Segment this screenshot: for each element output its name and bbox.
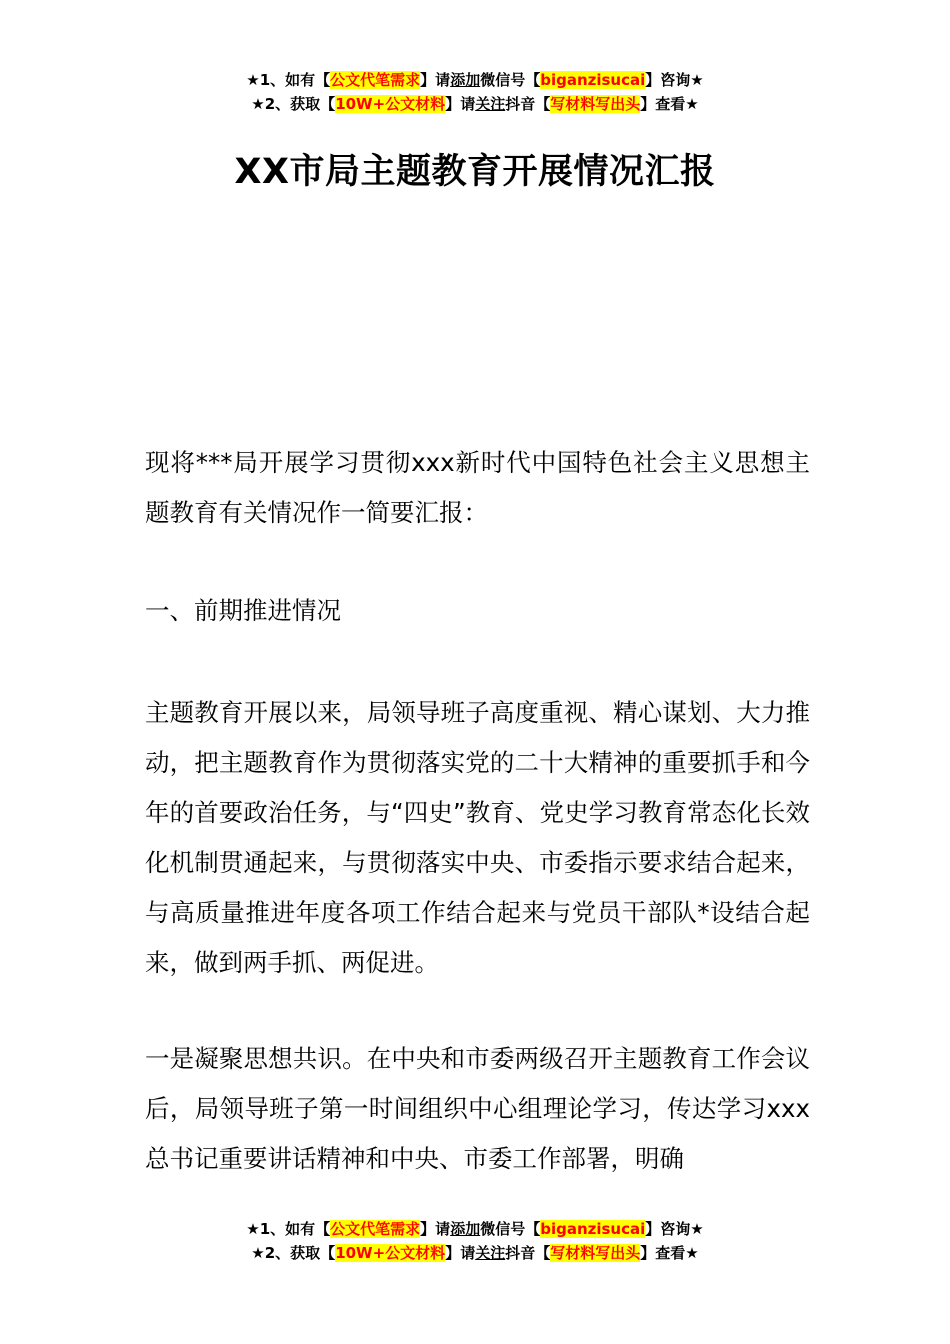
promo-line-1-suffix: 】咨询★ <box>645 71 704 89</box>
footer-highlight-materials: 10W+公文材料 <box>335 1244 446 1262</box>
promo-highlight-wechat-id: biganzisucai <box>540 71 646 89</box>
footer-promo-line-1 <box>0 1217 950 1241</box>
promo-line-1-text-b: 微信号【 <box>480 71 541 89</box>
footer-line-1-text-b: 微信号【 <box>480 1220 541 1238</box>
paragraph-overview <box>145 688 810 988</box>
promo-line-1 <box>0 68 950 92</box>
footer-line-1-prefix: ★1、如有【 <box>246 1220 331 1238</box>
promo-line-1-text-a: 】请 <box>420 71 451 89</box>
promo-line-2-suffix: 】查看★ <box>640 95 699 113</box>
promo-line-2-text-a: 】请 <box>445 95 476 113</box>
paragraph-intro-text: 现将***局开展学习贯彻xxx新时代中国特色社会主义思想主题教育有关情况作一简要汇报： <box>145 448 810 527</box>
promo-line-1-prefix: ★1、如有【 <box>246 71 331 89</box>
footer-line-2-underlined: 关注 <box>475 1244 506 1262</box>
document-title: XX市局主题教育开展情况汇报 <box>234 152 716 192</box>
paragraph-overview-text: 主题教育开展以来，局领导班子高度重视、精心谋划、大力推动，把主题教育作为贯彻落实党的二十大精神的重要抓手和今年的首要政治任务，与“四史”教育、党史学习教育常态化长效化机制贯通起来，与贯彻落实中央、市委指示要求结合起来，与高质量推进年度各项工作结合起来与党员干部队*设结合起来，做到两手抓、两促进。 <box>145 698 810 977</box>
footer-line-1-text-a: 】请 <box>420 1220 451 1238</box>
promo-line-2 <box>0 92 950 116</box>
promo-highlight-douyin-account: 写材料写出头 <box>550 95 641 113</box>
footer-line-2-text-a: 】请 <box>445 1244 476 1262</box>
promo-line-2-prefix: ★2、获取【 <box>251 95 336 113</box>
section-heading-1 <box>145 586 810 636</box>
paragraph-point-one-text: 一是凝聚思想共识。在中央和市委两级召开主题教育工作会议后，局领导班子第一时间组织中心组理论学习，传达学习xxx总书记重要讲话精神和中央、市委工作部署，明确 <box>145 1044 810 1173</box>
footer-line-2-suffix: 】查看★ <box>640 1244 699 1262</box>
promo-line-2-text-b: 抖音【 <box>505 95 551 113</box>
footer-promo-line-2 <box>0 1241 950 1265</box>
footer-line-2-text-b: 抖音【 <box>505 1244 551 1262</box>
promo-line-1-underlined: 添加 <box>450 71 481 89</box>
footer-highlight-writing-service: 公文代笔需求 <box>330 1220 421 1238</box>
footer-promo-block <box>0 1217 950 1265</box>
footer-highlight-douyin-account: 写材料写出头 <box>550 1244 641 1262</box>
paragraph-point-one <box>145 1034 810 1184</box>
promo-highlight-writing-service: 公文代笔需求 <box>330 71 421 89</box>
promo-highlight-materials: 10W+公文材料 <box>335 95 446 113</box>
paragraph-intro <box>145 438 810 538</box>
footer-line-1-underlined: 添加 <box>450 1220 481 1238</box>
footer-line-2-prefix: ★2、获取【 <box>251 1244 336 1262</box>
promo-line-2-underlined: 关注 <box>475 95 506 113</box>
footer-line-1-suffix: 】咨询★ <box>645 1220 704 1238</box>
section-heading-1-text: 一、前期推进情况 <box>145 596 341 625</box>
header-promo-block <box>0 68 950 116</box>
footer-highlight-wechat-id: biganzisucai <box>540 1220 646 1238</box>
